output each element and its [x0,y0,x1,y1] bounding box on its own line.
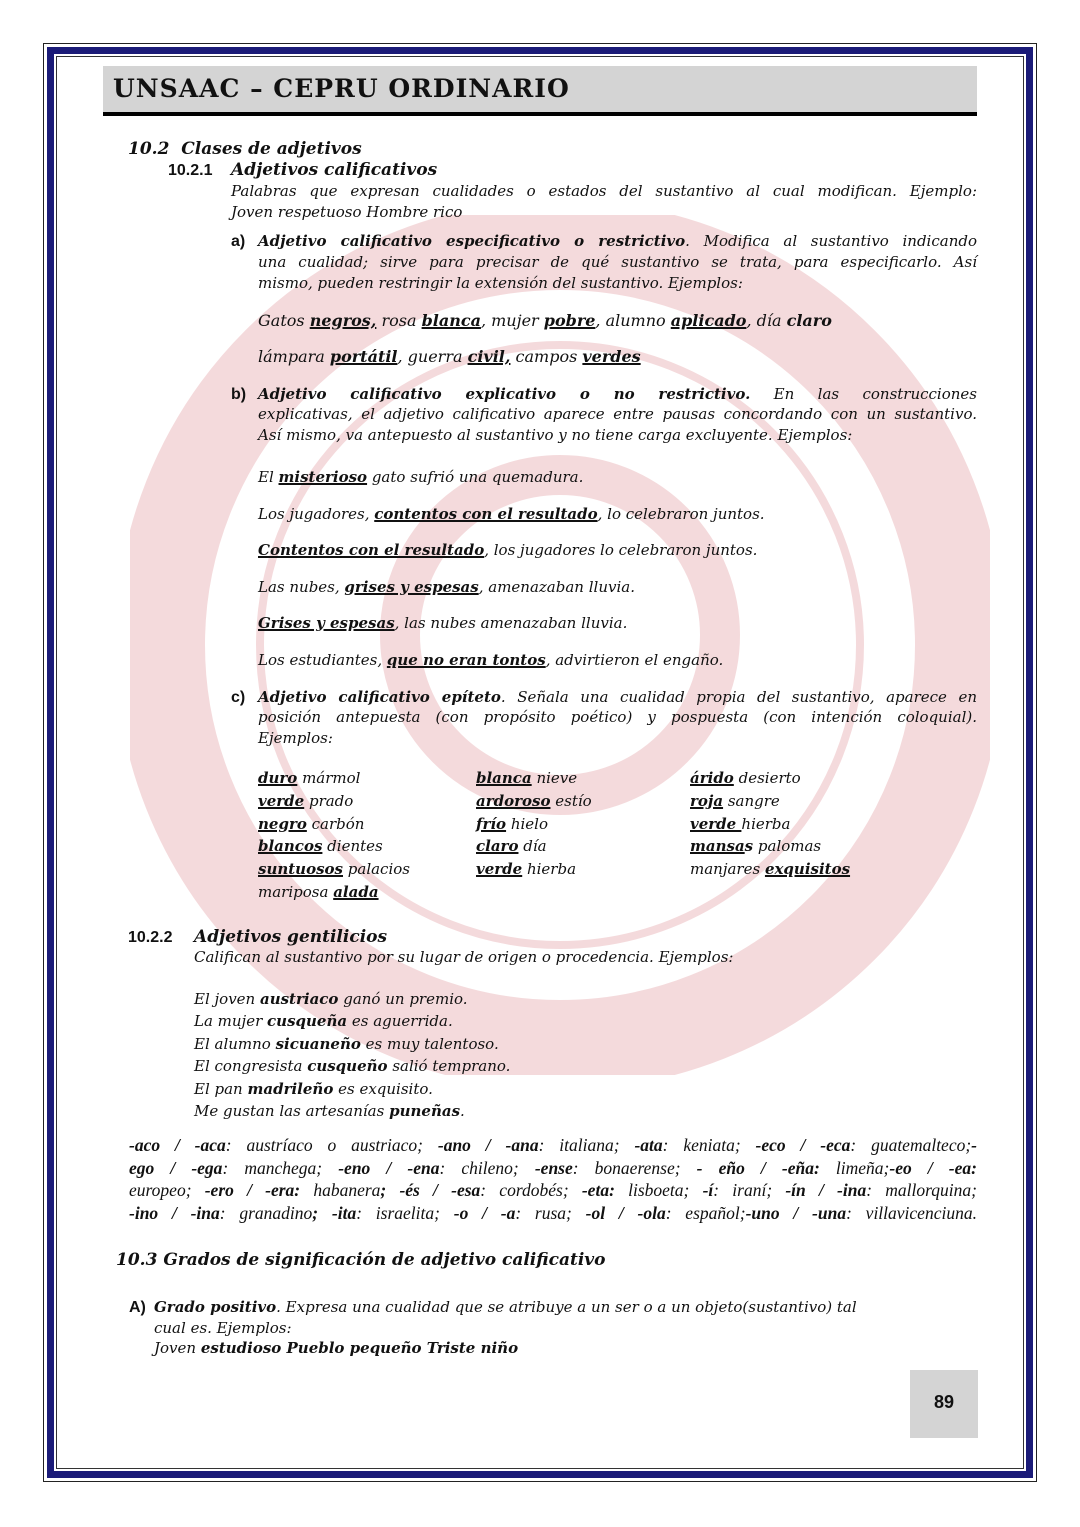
underlined-adjective: Grises y espesas [258,614,395,632]
paragraph-line [154,1297,857,1317]
example-line [258,859,410,879]
example-line [194,1034,499,1054]
text-segment: El alumno [194,1034,276,1053]
text-segment: El [258,468,279,486]
text-segment: : iraní; [713,1180,786,1201]
text-segment: mismo, pueden restringir la extensión del sustantivo. Ejemplos: [258,274,743,292]
text-segment: , amenazaban lluvia. [478,578,635,596]
underlined-adjective: exquisitos [764,860,851,879]
example-line [258,613,627,633]
text-segment: La mujer [194,1012,268,1031]
example-line [258,504,765,524]
paragraph-line [231,181,977,201]
section-10-3-title: 10.3 Grados de significación de adjetivo calificativo [116,1250,606,1270]
underlined-adjective: grises y espesas [344,578,479,596]
text-segment: cual es. Ejemplos: [154,1319,292,1337]
example-line [690,791,780,811]
paragraph-line [154,1338,518,1358]
paragraph-line [258,252,977,272]
paragraph-line [258,425,852,445]
text-segment: mármol [297,769,361,787]
example-line [258,836,383,856]
text-segment: , alumno [595,311,671,330]
underlined-adjective: contentos con el resultado [374,505,598,523]
text-segment: mariposa [258,883,334,901]
text-segment: una cualidad; sirve para precisar de qué sustantivo se trata, para especificarlo. Así [258,253,977,271]
example-line [476,814,548,834]
bold-term: estudioso Pueblo pequeño Triste niño [200,1339,519,1357]
text-segment: campos [510,347,583,366]
example-line [690,836,821,856]
bold-term: - eño / -eña: [696,1157,820,1178]
underlined-adjective: blanca [421,311,481,330]
text-segment: : keniata; [662,1135,756,1155]
text-segment: . Señala una cualidad propia del sustantivo, aparece en [500,688,977,706]
paragraph-line [258,707,977,727]
text-segment: : bonaerense; [572,1157,697,1178]
text-segment: lámpara [258,347,330,366]
text-segment: es exquisito. [333,1079,433,1098]
text-segment: El congresista [194,1057,308,1076]
bold-term: -ense [534,1157,573,1178]
bold-term: -ino / -ina [129,1202,220,1223]
text-segment: hielo [506,814,548,833]
text-segment: ganó un premio. [338,990,468,1008]
text-segment: : italiana; [538,1135,635,1155]
bold-term: -ero / -era: [204,1180,301,1201]
example-line [258,577,635,597]
bold-term: -eno / -ena [338,1157,440,1178]
text-segment: : granadino [219,1202,313,1223]
text-segment: : guatemalteco; [850,1135,972,1155]
text-segment: : cordobés; [480,1180,582,1201]
text-segment: , día [746,311,787,330]
example-line [476,791,592,811]
underlined-adjective: suntuosos [258,860,343,879]
paragraph-line [129,1203,977,1223]
text-segment: : rusa; [515,1202,586,1223]
bold-term: -ín / -ina [785,1180,867,1201]
example-line [476,859,576,879]
underlined-adjective: que no eran tontos [386,651,546,669]
text-segment: manjares [690,860,765,879]
paragraph-line [129,1180,977,1200]
underlined-adjective: claro [476,837,519,856]
text-segment: Así mismo, va antepuesto al sustantivo y no tiene carga excluyente. Ejemplos: [258,426,853,444]
bold-term: Adjetivo calificativo epíteto [258,688,501,706]
bold-term: -eo / -ea: [889,1157,977,1178]
text-segment: : austríaco o austriaco; [225,1135,438,1155]
bold-term: -ol / -ola [585,1202,666,1223]
text-segment: , lo celebraron juntos. [597,505,765,523]
example-line [476,768,577,788]
text-segment: explicativas, el adjetivo calificativo aparece entre pausas concordando con un sustantivo. [258,405,977,423]
underlined-adjective: blancos [258,837,323,856]
underlined-adjective: verde [476,860,523,879]
text-segment: : español; [665,1202,746,1223]
example-line [194,989,468,1009]
text-segment: . Modifica al sustantivo indicando [685,232,977,250]
example-line [194,1011,453,1031]
text-segment: carbón [306,814,365,833]
underlined-adjective: aplicado [670,311,747,330]
text-segment: es aguerrida. [347,1012,453,1031]
underlined-adjective: verdes [582,347,641,366]
bold-term: Adjetivo calificativo especificativo o restrictivo [258,232,686,250]
text-segment: : chileno; [439,1157,535,1178]
text-segment: Joven [154,1339,201,1357]
bold-term: austriaco [259,990,339,1008]
text-segment: limeña; [819,1157,890,1178]
page-number-box [910,1370,978,1438]
text-segment: : manchega; [222,1157,339,1178]
example-line [194,1079,433,1099]
underlined-adjective: alada [333,883,379,901]
item-b-label: b) [231,386,247,403]
text-segment: gato sufrió una quemadura. [367,468,584,486]
example-line [194,1056,510,1076]
underlined-adjective: negro [258,814,307,833]
paragraph-line [258,728,333,748]
example-line [258,814,364,834]
underlined-adjective: duro [258,769,298,787]
paragraph-line [194,947,733,967]
example-line [258,540,757,560]
example-line [194,1101,465,1121]
paragraph-line [258,404,977,424]
item-a-label: a) [231,233,246,250]
paragraph-line [258,687,977,707]
text-segment: : mallorquina; [866,1180,977,1201]
bold-term: -eta: [581,1180,615,1201]
example-line [258,347,641,367]
section-10-2-2-title: Adjetivos gentilicios [194,927,388,947]
bold-term: sicuaneño [275,1034,361,1053]
text-segment: lisboeta; [614,1180,703,1201]
underlined-adjective: mansa [690,837,745,856]
bold-term: ego / -ega [129,1157,223,1178]
underlined-adjective: verde [258,791,305,810]
bold-term: Grado positivo [154,1298,277,1316]
text-segment: palomas [753,837,822,856]
section-10-2-1-number: 10.2.1 [168,162,213,179]
text-segment: Califican al sustantivo por su lugar de origen o procedencia. Ejemplos: [194,948,734,966]
example-line [690,768,801,788]
example-line [258,467,583,487]
bold-term: cusqueño [307,1057,388,1076]
text-segment: prado [304,791,354,810]
page-number: 89 [933,1392,955,1412]
underlined-adjective: árido [690,769,734,787]
text-segment: día [518,837,547,856]
bold-term: -aco / -aca [129,1135,226,1155]
text-segment: Joven respetuoso Hombre rico [231,203,463,221]
example-line [690,859,850,879]
text-segment: . Expresa una cualidad que se atribuye a un ser o a un objeto(sustantivo) tal [276,1298,857,1316]
bold-term: ; -ita [312,1202,357,1223]
text-segment: Me gustan las artesanías [194,1102,390,1120]
paragraph-line [154,1318,292,1338]
text-segment: Los jugadores, [258,505,375,523]
text-segment: : israelita; [356,1202,454,1223]
text-segment: rosa [376,311,422,330]
example-line [258,768,360,788]
text-segment: Palabras que expresan cualidades o estados del sustantivo al cual modifican. Ejemplo: [231,182,977,200]
underlined-adjective: civil, [467,347,511,366]
paragraph-line [129,1135,977,1155]
paragraph-line [129,1158,977,1178]
item-A-label: A) [129,1299,146,1316]
paragraph-line [231,202,462,222]
underlined-adjective: pobre [543,311,596,330]
text-segment: sangre [723,791,780,810]
bold-term: cusqueña [267,1012,348,1031]
example-line [258,791,353,811]
example-line [258,311,832,331]
text-segment: , las nubes amenazaban lluvia. [394,614,628,632]
bold-term: - [971,1135,977,1155]
text-segment: En las construcciones [750,385,977,403]
bold-term: s [744,837,754,856]
bold-term: -ano / -ana [437,1135,539,1155]
text-segment: Ejemplos: [258,729,333,747]
underlined-adjective: negros, [309,311,377,330]
text-segment: , mujer [480,311,544,330]
text-segment: desierto [733,769,801,787]
text-segment: salió temprano. [387,1057,511,1076]
section-10-2-title: 10.2 Clases de adjetivos [128,139,362,159]
paragraph-line [258,384,977,404]
section-10-2-2-number: 10.2.2 [128,929,173,946]
underlined-adjective: blanca [476,769,532,787]
text-segment: palacios [343,860,410,879]
bold-term: madrileño [247,1079,334,1098]
underlined-adjective: portátil [329,347,398,366]
bold-term: -í [702,1180,714,1201]
example-line [476,836,547,856]
page-header [103,66,977,116]
underlined-adjective: roja [690,791,724,810]
text-segment: hierba [522,860,577,879]
text-segment: nieve [531,769,578,787]
text-segment: Gatos [258,311,310,330]
text-segment: , los jugadores lo celebraron juntos. [484,541,758,559]
bold-term: -eco / -eca [755,1135,851,1155]
text-segment: Los estudiantes, [258,651,387,669]
text-segment: estío [550,791,592,810]
bold-term: -ata [634,1135,663,1155]
text-segment: : villavicenciuna. [846,1202,977,1223]
bold-term: puneñas [389,1102,461,1120]
example-line [258,650,723,670]
example-line [258,882,379,902]
text-segment: posición antepuesta (con propósito poético) y pospuesta (con intención coloquial). [258,708,977,726]
underlined-adjective: verde [690,814,742,833]
underlined-adjective: misterioso [278,468,368,486]
text-segment: habanera [300,1180,381,1201]
bold-term: -o / -a [453,1202,516,1223]
header-title: UNSAAC – CEPRU ORDINARIO [113,74,570,103]
bold-term: ; -és / -esa [380,1180,481,1201]
bold-term: claro [786,311,832,330]
paragraph-line [258,231,977,251]
text-segment: . [460,1102,465,1120]
text-segment: hierba [741,814,791,833]
text-segment: europeo; [129,1180,205,1201]
bold-term: -uno / -una [745,1202,847,1223]
text-segment: El pan [194,1079,248,1098]
item-c-label: c) [231,689,246,706]
example-line [690,814,790,834]
underlined-adjective: ardoroso [476,791,551,810]
underlined-adjective: frío [476,814,507,833]
text-segment: dientes [322,837,383,856]
text-segment: , advirtieron el engaño. [545,651,724,669]
section-10-2-1-title: Adjetivos calificativos [231,160,438,180]
text-segment: El joven [194,990,260,1008]
text-segment: Las nubes, [258,578,345,596]
bold-term: Adjetivo calificativo explicativo o no restrictivo. [258,385,751,403]
paragraph-line [258,273,743,293]
text-segment: , guerra [397,347,468,366]
text-segment: es muy talentoso. [360,1034,499,1053]
underlined-adjective: Contentos con el resultado [258,541,485,559]
